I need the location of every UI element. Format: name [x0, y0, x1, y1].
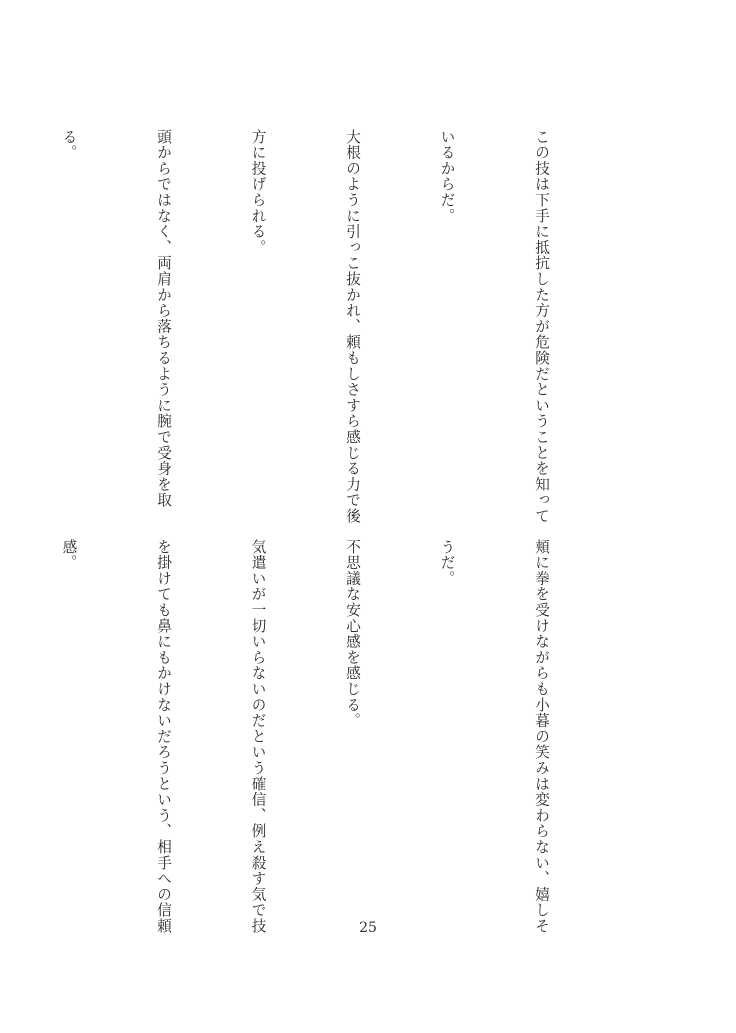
text-line: 不思議な安心感を感じる。	[344, 539, 361, 729]
text-line: うだ。	[438, 539, 456, 587]
text-line: 方に投げられる。	[249, 129, 267, 256]
text-line: 大根のように引っこ抜かれ、頼もしさすら感じる力で後	[344, 129, 361, 524]
text-line: この技は下手に抵抗した方が危険だということを知って	[533, 129, 550, 524]
text-line: 頭からではなく、両肩から落ちるように腕で受身を取	[155, 129, 172, 509]
page-number: 25	[359, 920, 377, 936]
text-block-top	[60, 129, 620, 524]
text-line: 頬に拳を受けながらも小暮の笑みは変わらない、嬉しそ	[533, 539, 550, 934]
text-line: 感。	[60, 539, 78, 571]
text-line: いるからだ。	[438, 129, 456, 224]
text-line: 気遣いが一切いらないのだという確信、例え殺す気で技	[249, 539, 267, 934]
text-line: る。	[60, 129, 78, 161]
text-line: を掛けても鼻にもかけないだろうという、相手への信頼	[155, 539, 172, 934]
